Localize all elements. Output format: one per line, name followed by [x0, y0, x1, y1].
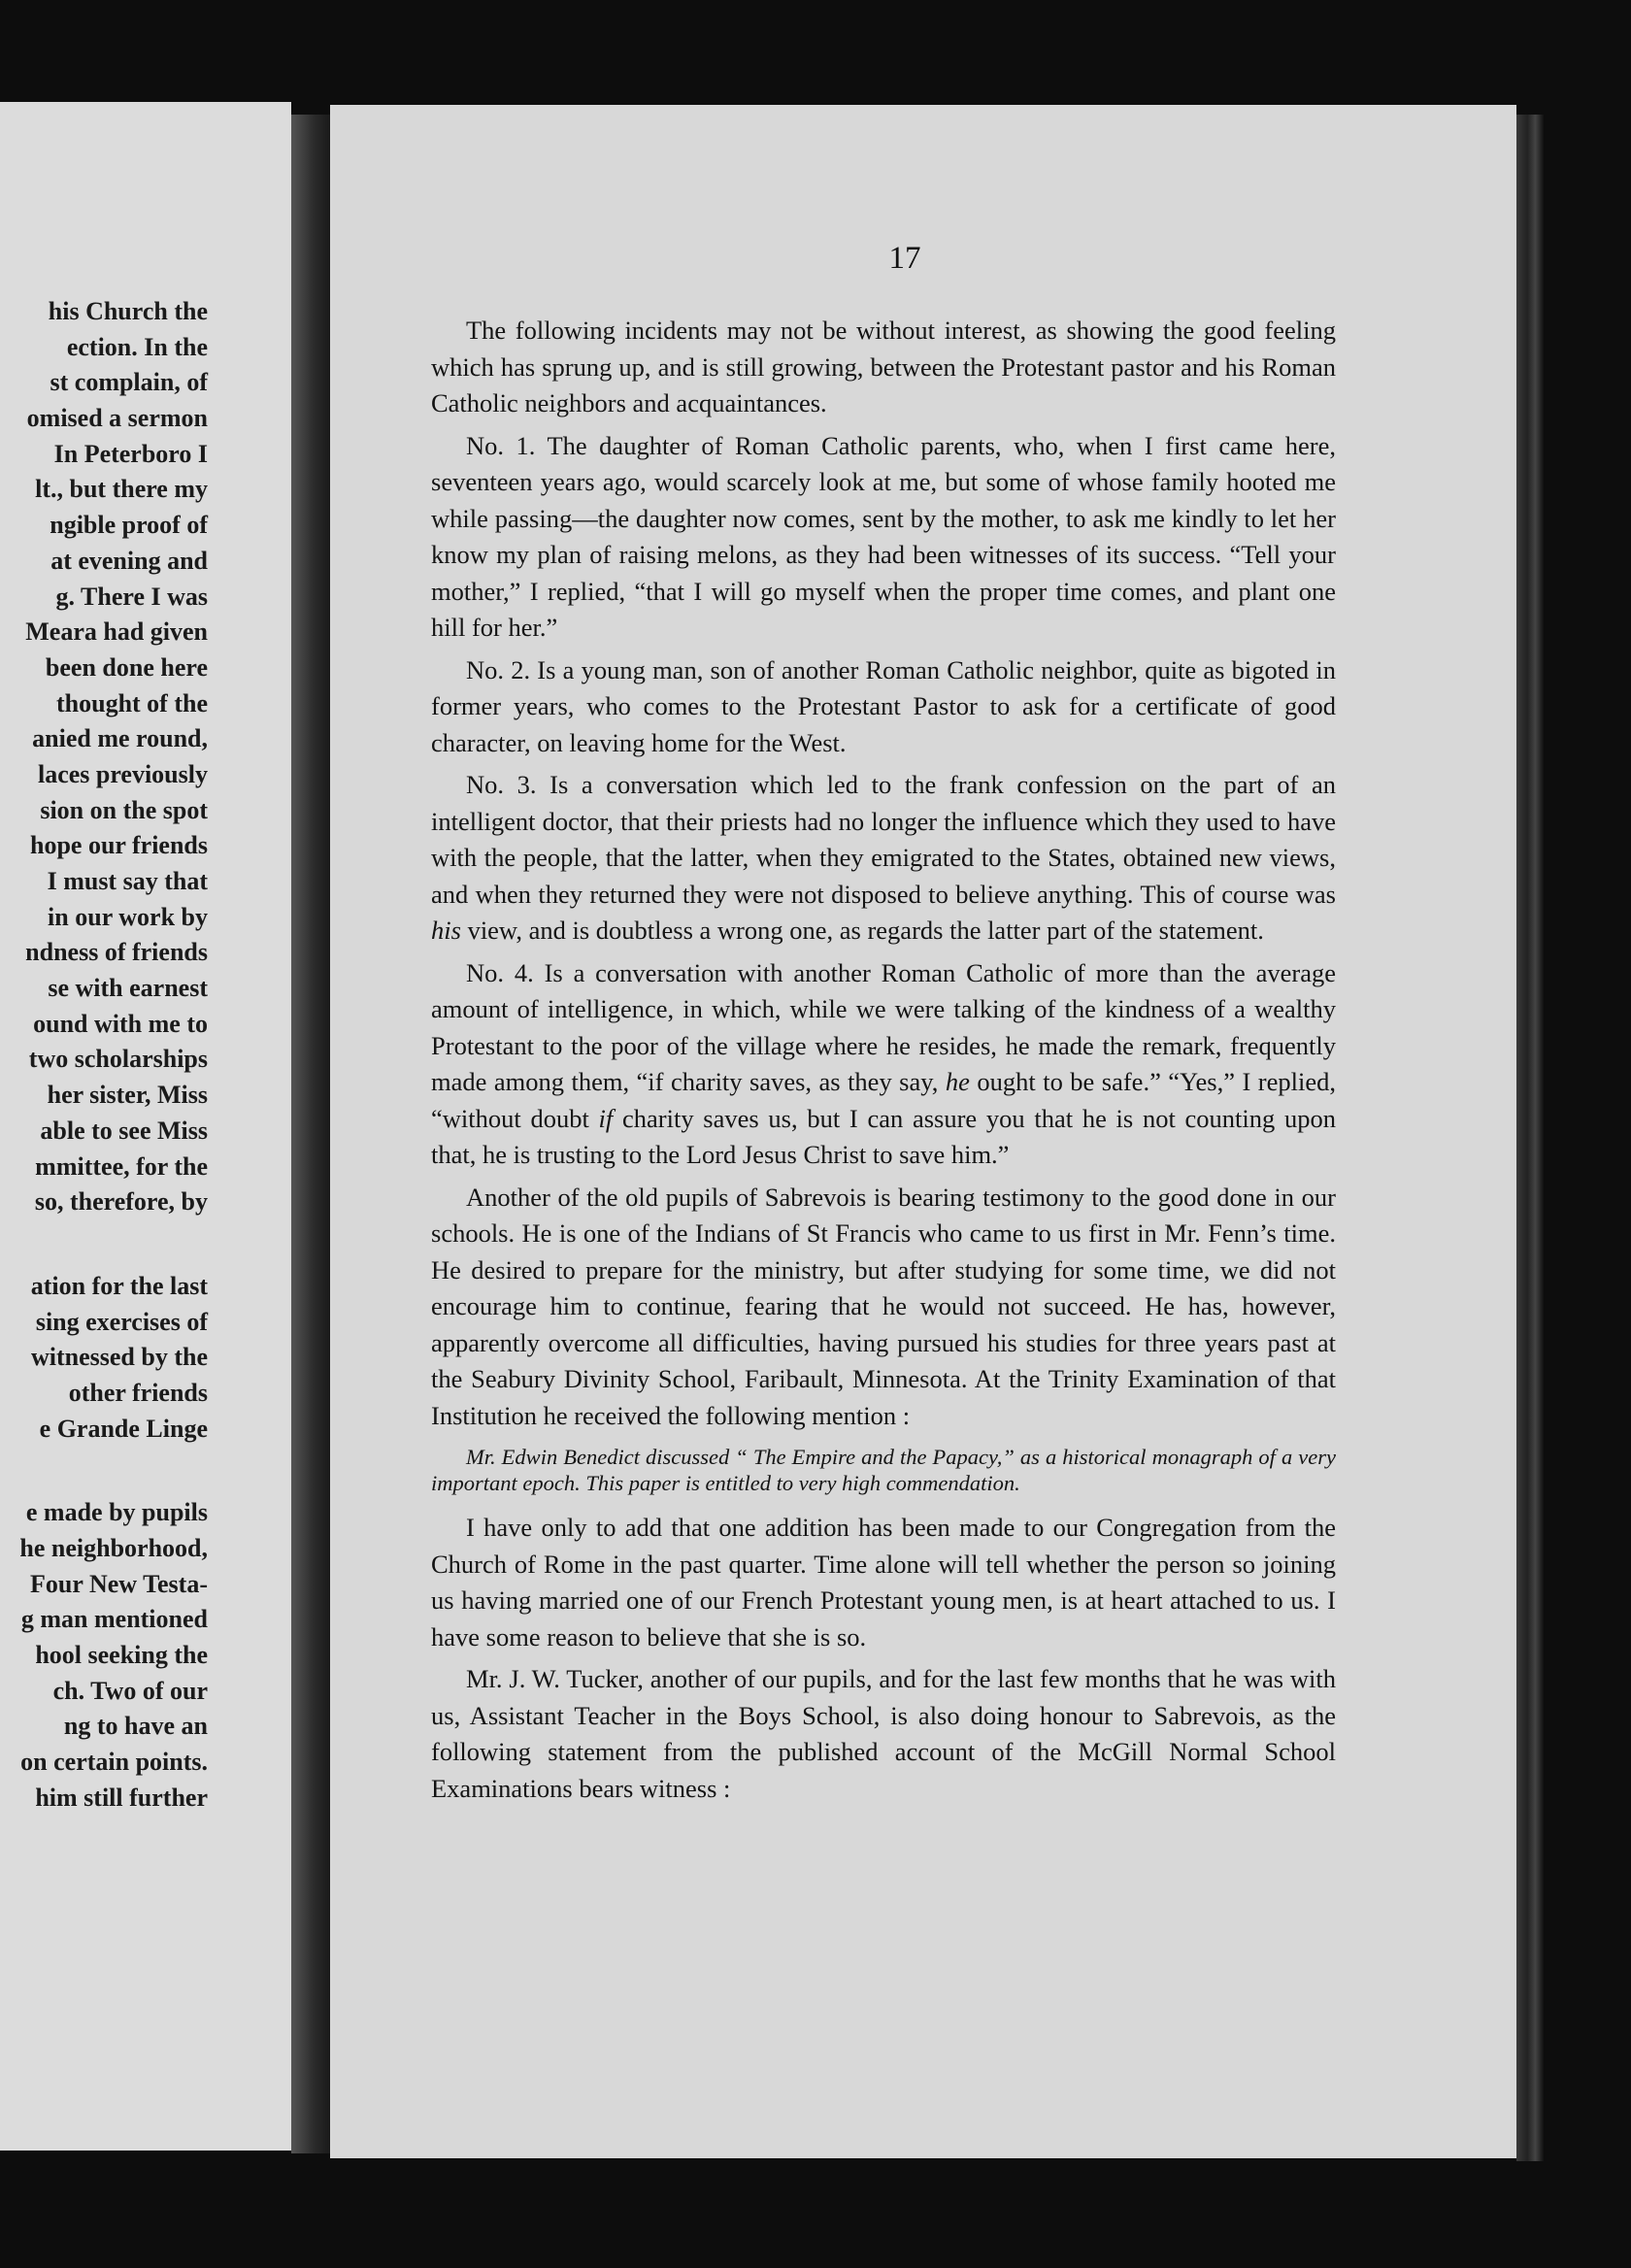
facing-page-line: omised a sermon	[26, 404, 208, 433]
facing-page-line: her sister, Miss	[47, 1081, 208, 1110]
facing-page-line: I must say that	[47, 867, 208, 895]
facing-page-line: ngible proof of	[50, 511, 208, 540]
facing-page-line: se with earnest	[48, 974, 208, 1003]
facing-page-line: hope our friends	[30, 831, 208, 860]
facing-page-line: other friends	[68, 1378, 208, 1407]
quoted-mention: Mr. Edwin Benedict discussed “ The Empire and the Papacy,” as a historical monagraph of a very important epoch. This paper is entitled to very high commendation.	[431, 1445, 1336, 1495]
facing-page-line: e Grande Linge	[39, 1414, 208, 1443]
facing-page-line: anied me round,	[32, 724, 208, 753]
paragraph-tucker: Mr. J. W. Tucker, another of our pupils, and for the last few months that he was with us, Assistant Teacher in the Boys School, is also doing honour to Sabrevois, as the following statement from the published account of the McGill Normal School Examinations bears witness :	[431, 1664, 1336, 1803]
facing-page-line: at evening and	[50, 546, 208, 575]
facing-page-line: Meara had given	[25, 617, 208, 647]
paragraph-no4-emphasis-if: if	[598, 1103, 614, 1133]
paragraph-no1: No. 1. The daughter of Roman Catholic parents, who, when I first came here, seventeen years ago, would scarcely look at me, but some of whose family hooted me while passing—the daughter now comes, sent by the mother, to ask me kindly to let her know my plan of raising melons, as they had been witnesses of its success. “Tell your mother,” I replied, “that I will go myself when the proper time comes, and plant one hill for her.”	[431, 430, 1336, 642]
facing-page-line: thought of the	[55, 688, 208, 717]
facing-page-line: ndness of friends	[25, 938, 208, 967]
facing-page-line: In Peterboro I	[53, 439, 208, 468]
facing-page-line: two scholarships	[28, 1045, 208, 1074]
paragraph-no4-text-c: charity saves us, but I can assure you that he is not counting upon that, he is trusting to the Lord Jesus Christ to save him.”	[431, 1103, 1336, 1169]
paragraph-no4-text-b: ought to be safe.” “Yes,” I replied, “without doubt	[431, 1067, 1336, 1133]
paragraph-no2: No. 2. Is a young man, son of another Roman Catholic neighbor, quite as bigoted in former years, who comes to the Protestant Pastor to ask for a certificate of good character, on leaving home for the West.	[431, 654, 1336, 757]
facing-page-line: g. There I was	[55, 582, 208, 611]
facing-page-line: st complain, of	[50, 368, 208, 397]
page-body	[431, 313, 1336, 1807]
facing-page-line: been done here	[45, 652, 208, 682]
document-page	[330, 105, 1516, 2158]
facing-page-line: on certain points.	[20, 1748, 208, 1777]
facing-page-line: ation for the last	[30, 1271, 208, 1300]
facing-page-line: able to see Miss	[40, 1116, 208, 1145]
facing-page-line: ound with me to	[33, 1009, 208, 1038]
facing-page-line: in our work by	[48, 902, 208, 931]
facing-page-line: witnessed by the	[30, 1343, 208, 1372]
book-gutter	[291, 115, 330, 2153]
facing-page-line: e made by pupils	[25, 1498, 208, 1527]
paragraph-no4-emphasis-he: he	[945, 1067, 970, 1096]
page-edge	[1516, 115, 1544, 2161]
paragraph-no3	[431, 767, 1336, 950]
paragraph-intro: The following incidents may not be without interest, as showing the good feeling which has sprung up, and is still growing, between the Protestant pastor and his Roman Catholic neighbors and acquaintances.	[431, 316, 1336, 417]
facing-page-line	[0, 1447, 285, 1495]
facing-page-fragment	[0, 102, 291, 2151]
facing-page-line	[0, 1220, 285, 1269]
facing-page-line: he neighborhood,	[19, 1534, 208, 1562]
paragraph-no3-emphasis: his	[431, 916, 461, 945]
facing-page-line: him still further	[35, 1783, 208, 1812]
facing-page-text	[0, 294, 285, 1817]
facing-page-line: so, therefore, by	[34, 1187, 208, 1217]
facing-page-line: g man mentioned	[20, 1605, 208, 1634]
paragraph-addition: I have only to add that one addition has been made to our Congregation from the Church of Rome in the past quarter. Time alone will tell whether the person so joining us having married one of our French Protestant young men, is at heart attached to us. I have some reason to believe that she is so.	[431, 1513, 1336, 1651]
facing-page-line: laces previously	[37, 759, 208, 788]
facing-page-line: ch. Two of our	[52, 1676, 208, 1705]
paragraph-no4-text-a: No. 4. Is a conversation with another Roman Catholic of more than the average amount of intelligence, in which, while we were talking of the kindness of a wealthy Protestant to the poor of the village where he resides, he made the remark, frequently made among them, “if charity saves, as they say,	[431, 957, 1336, 1096]
facing-page-line: mmittee, for the	[35, 1151, 208, 1181]
facing-page-line: his Church the	[48, 297, 208, 325]
paragraph-sabrevois: Another of the old pupils of Sabrevois is bearing testimony to the good done in our schools. He is one of the Indians of St Francis who came to us first in Mr. Fenn’s time. He desired to prepare for the ministry, but after studying for some time, we did not encourage him to continue, fearing that he would not succeed. He has, however, apparently overcome all difficulties, having pursued his studies for three years past at the Seabury Divinity School, Faribault, Minnesota. At the Trinity Examination of that Institution he received the following mention :	[431, 1182, 1336, 1430]
facing-page-line: hool seeking the	[35, 1641, 208, 1670]
paragraph-no3-text-a: No. 3. Is a conversation which led to the frank confession on the part of an intelligent doctor, that their priests had no longer the influence which they used to have with the people, that the latter, when they emigrated to the States, obtained new views, and when they returned they were not disposed to believe anything. This of course was	[431, 770, 1336, 909]
facing-page-line: sing exercises of	[35, 1307, 208, 1336]
facing-page-line: ection. In the	[66, 332, 208, 361]
facing-page-line: Four New Testa-	[30, 1569, 208, 1598]
paragraph-no4	[431, 955, 1336, 1174]
facing-page-line: ng to have an	[63, 1712, 208, 1741]
facing-page-line: sion on the spot	[40, 795, 208, 824]
page-number: 17	[888, 241, 921, 276]
facing-page-line: lt., but there my	[35, 475, 208, 504]
paragraph-no3-text-b: view, and is doubtless a wrong one, as regards the latter part of the statement.	[460, 916, 1264, 945]
